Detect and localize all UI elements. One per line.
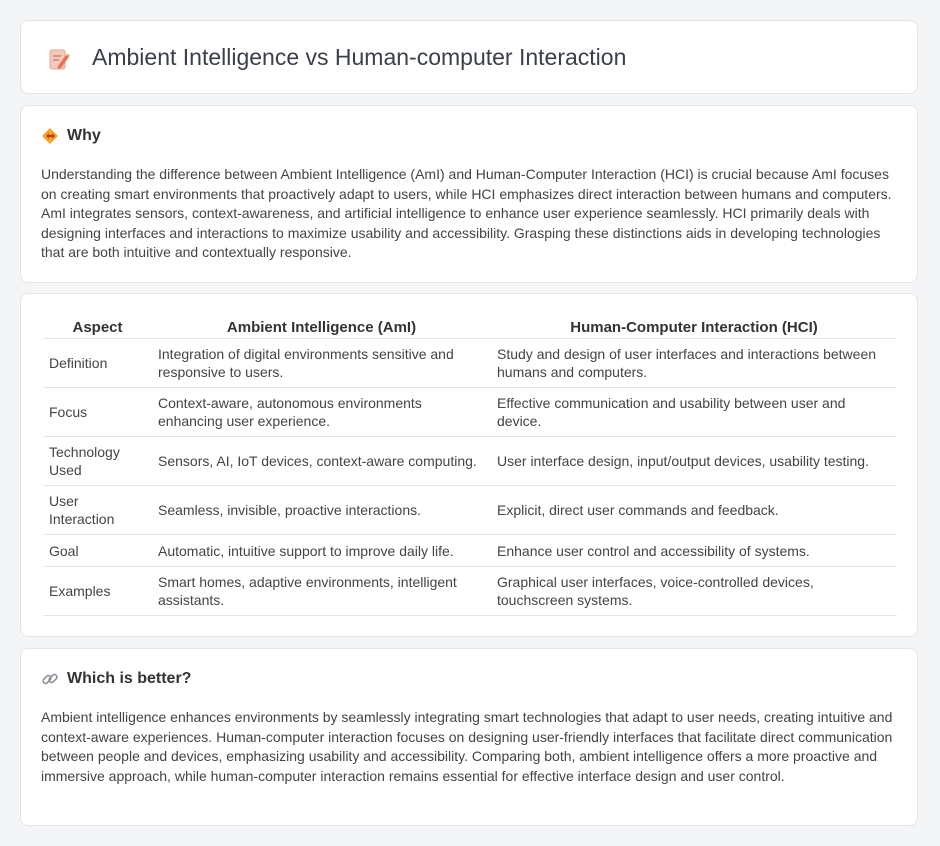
why-heading: Why	[67, 127, 101, 144]
table-row	[43, 339, 897, 388]
document-pencil-icon	[48, 47, 70, 71]
column-header-hci: Human-Computer Interaction (HCI)	[491, 316, 897, 339]
aspect-cell: Definition	[43, 339, 152, 388]
aspect-cell: Focus	[43, 388, 152, 437]
better-paragraph: Ambient intelligence enhances environments by seamlessly integrating smart technologies that adapt to user needs, creating intuitive and context-aware experiences. Human-computer interaction focuses on designing user-friendly interfaces that facilitate direct communication between people and devices, emphasizing usability and accessibility. Comparing both, ambient intelligence offers a more proactive and immersive approach, while human-computer interaction remains essential for effective interface design and user control.	[41, 709, 893, 784]
hci-cell: Graphical user interfaces, voice-controlled devices, touchscreen systems.	[491, 567, 897, 616]
comparison-table	[43, 316, 897, 616]
table-row	[43, 388, 897, 437]
why-section	[20, 105, 918, 283]
table-row	[43, 486, 897, 535]
title-card	[20, 20, 918, 94]
ami-cell: Integration of digital environments sensitive and responsive to users.	[152, 339, 491, 388]
hci-cell: Explicit, direct user commands and feedback.	[491, 486, 897, 535]
aspect-cell: Goal	[43, 535, 152, 567]
aspect-cell: Examples	[43, 567, 152, 616]
column-header-ami: Ambient Intelligence (AmI)	[152, 316, 491, 339]
diamond-arrows-icon	[41, 127, 59, 145]
why-heading-row	[41, 127, 101, 145]
column-header-aspect: Aspect	[43, 316, 152, 339]
table-header-row	[43, 316, 897, 339]
aspect-cell: User Interaction	[43, 486, 152, 535]
ami-cell: Seamless, invisible, proactive interactions.	[152, 486, 491, 535]
hci-cell: Effective communication and usability between user and device.	[491, 388, 897, 437]
ami-cell: Sensors, AI, IoT devices, context-aware computing.	[152, 437, 491, 486]
comparison-section	[20, 293, 918, 637]
ami-cell: Context-aware, autonomous environments enhancing user experience.	[152, 388, 491, 437]
hci-cell: User interface design, input/output devices, usability testing.	[491, 437, 897, 486]
better-heading: Which is better?	[67, 670, 192, 687]
page-title: Ambient Intelligence vs Human-computer Interaction	[92, 44, 627, 70]
better-heading-row	[41, 670, 191, 688]
table-row	[43, 567, 897, 616]
link-icon	[41, 670, 59, 688]
ami-cell: Automatic, intuitive support to improve daily life.	[152, 535, 491, 567]
table-row	[43, 535, 897, 567]
aspect-cell: Technology Used	[43, 437, 152, 486]
table-row	[43, 437, 897, 486]
hci-cell: Enhance user control and accessibility of systems.	[491, 535, 897, 567]
ami-cell: Smart homes, adaptive environments, intelligent assistants.	[152, 567, 491, 616]
hci-cell: Study and design of user interfaces and interactions between humans and computers.	[491, 339, 897, 388]
which-is-better-section	[20, 648, 918, 826]
why-paragraph: Understanding the difference between Ambient Intelligence (AmI) and Human-Computer Interaction (HCI) is crucial because AmI focuses on creating smart environments that proactively adapt to users, while HCI emphasizes direct interaction between humans and computers. AmI integrates sensors, context-awareness, and artificial intelligence to enhance user experience seamlessly. HCI primarily deals with designing interfaces and interactions to maximize usability and accessibility. Grasping these distinctions aids in developing technologies that are both intuitive and contextually responsive.	[41, 166, 892, 260]
